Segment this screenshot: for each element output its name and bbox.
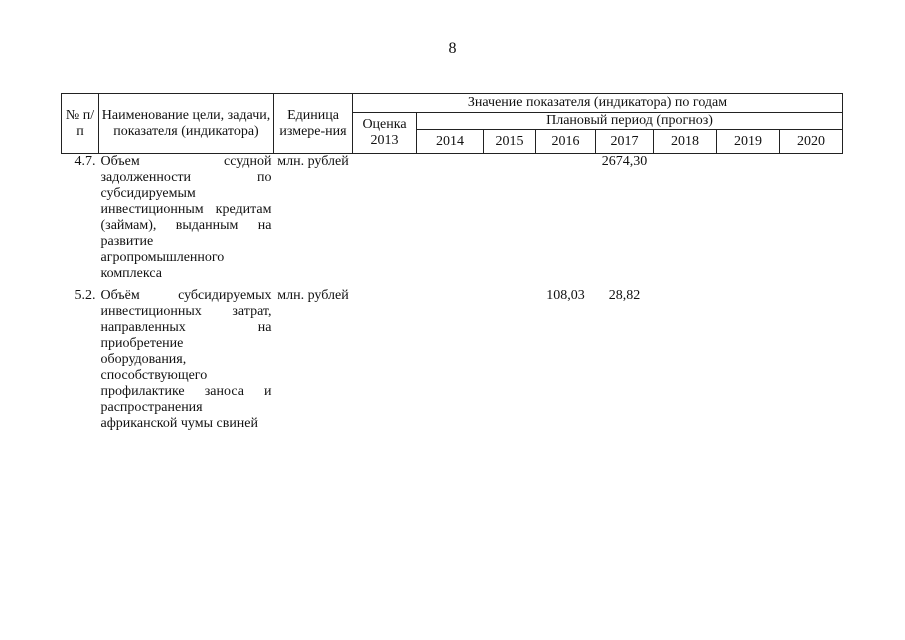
row-value-2019 bbox=[717, 154, 780, 283]
row-num: 5.2. bbox=[74, 288, 96, 303]
header-unit: Единица измере-ния bbox=[274, 94, 353, 154]
header-name: Наименование цели, задачи, показателя (индикатора) bbox=[99, 94, 274, 154]
header-year-2016: 2016 bbox=[536, 130, 596, 154]
row-value-2014 bbox=[417, 154, 484, 283]
page-number: 8 bbox=[448, 40, 457, 57]
row-value-2020 bbox=[780, 282, 843, 432]
table-row bbox=[62, 282, 843, 432]
indicators-table bbox=[61, 93, 843, 432]
row-name: Объем ссудной задолженности по субсидируемым инвестиционным кредитам (займам), выданным на развитие агропромышленного комплекса bbox=[100, 154, 272, 281]
header-plan-period: Плановый период (прогноз) bbox=[417, 113, 843, 130]
row-value-2015 bbox=[484, 154, 536, 283]
header-year-2014: 2014 bbox=[417, 130, 484, 154]
header-year-2020: 2020 bbox=[780, 130, 843, 154]
table-row bbox=[62, 154, 843, 283]
header-year-2015: 2015 bbox=[484, 130, 536, 154]
header-estimate: Оценка 2013 bbox=[353, 113, 417, 154]
header-year-2019: 2019 bbox=[717, 130, 780, 154]
row-estimate bbox=[353, 154, 417, 283]
row-unit: млн. рублей bbox=[277, 154, 349, 169]
header-year-2018: 2018 bbox=[654, 130, 717, 154]
row-unit: млн. рублей bbox=[277, 288, 349, 303]
row-value-2014 bbox=[417, 282, 484, 432]
row-value-2016: 108,03 bbox=[546, 288, 585, 303]
row-value-2017: 2674,30 bbox=[601, 154, 648, 169]
row-value-2018 bbox=[654, 154, 717, 283]
row-value-2017: 28,82 bbox=[608, 288, 641, 303]
row-value-2020 bbox=[780, 154, 843, 283]
header-num: № п/п bbox=[62, 94, 99, 154]
row-name: Объём субсидируемых инвестиционных затрат, направленных на приобретение оборудования, способствующего профилактике заноса и распространения африканской чумы свиней bbox=[100, 288, 272, 431]
row-value-2018 bbox=[654, 282, 717, 432]
row-estimate bbox=[353, 282, 417, 432]
row-num: 4.7. bbox=[74, 154, 96, 169]
header-value-group: Значение показателя (индикатора) по годам bbox=[353, 94, 843, 113]
row-value-2016 bbox=[536, 154, 596, 283]
header-year-2017: 2017 bbox=[596, 130, 654, 154]
row-value-2019 bbox=[717, 282, 780, 432]
row-value-2015 bbox=[484, 282, 536, 432]
